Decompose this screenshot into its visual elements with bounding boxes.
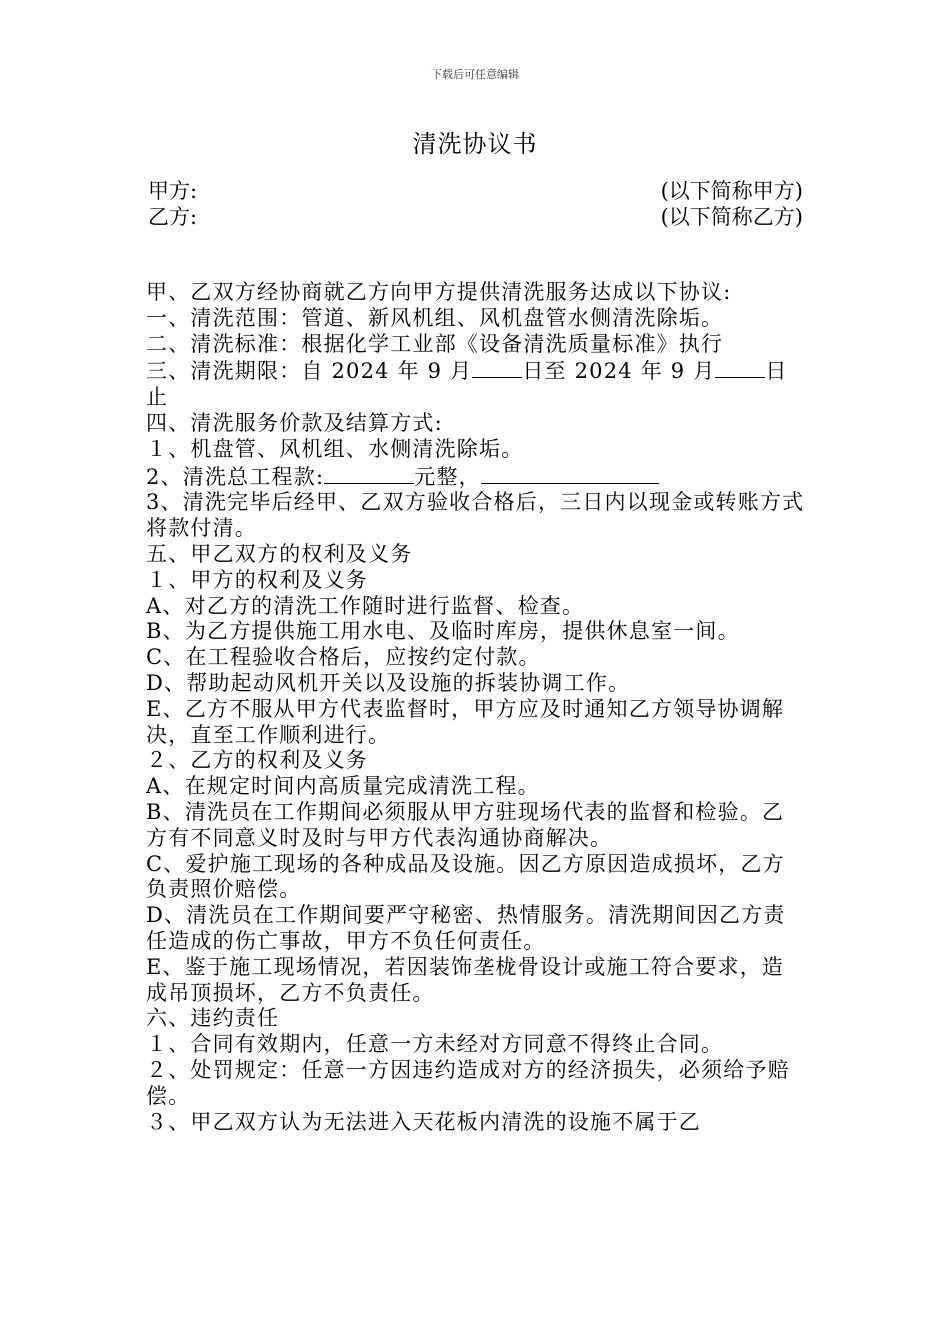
- payment-amount-label: 2、清洗总工程款:: [146, 464, 325, 489]
- period-text-start: 三、清洗期限：自 2024 年 9 月: [146, 359, 473, 384]
- party-a-right-item: B、为乙方提供施工用水电、及临时库房，提供休息室一间。: [146, 619, 740, 644]
- party-a-right-item: E、乙方不服从甲方代表监督时，甲方应及时通知乙方领导协调解决，直至工作顺利进行。: [146, 696, 785, 747]
- party-b-right-item: D、清洗员在工作期间要严守秘密、热情服务。清洗期间因乙方责任造成的伤亡事故，甲方不负任何责任。: [146, 903, 786, 953]
- party-a-right-item: C、在工程验收合格后，应按约定付款。: [146, 645, 541, 670]
- header-note: 下载后可任意编辑: [431, 68, 519, 81]
- period-text-mid: 日至 2024 年 9 月: [522, 359, 716, 384]
- party-a-label: 甲方:: [148, 179, 198, 203]
- section-rights-heading: 五、甲乙双方的权利及义务: [146, 541, 413, 566]
- period-text-end: 日止: [146, 359, 788, 410]
- payment-item-3: 3、清洗完毕后经甲、乙双方验收合格后，三日内以现金或转账方式将款付清。: [146, 490, 805, 541]
- amount-blank[interactable]: [324, 463, 414, 484]
- document-title: 清洗协议书: [412, 130, 538, 158]
- start-day-blank[interactable]: [472, 357, 522, 378]
- party-b-line: [148, 204, 803, 230]
- payment-amount-unit: 元整，: [414, 464, 481, 489]
- party-b-right-item: A、在规定时间内高质量完成清洗工程。: [146, 774, 540, 799]
- amount-words-blank[interactable]: [481, 463, 659, 484]
- party-a-line: [148, 178, 803, 204]
- payment-item-2: [146, 463, 806, 491]
- intro-paragraph: 甲、乙双方经协商就乙方向甲方提供清洗服务达成以下协议:: [146, 280, 732, 304]
- party-b-right-item: B、清洗员在工作期间必须服从甲方驻现场代表的监督和检验。乙方有不同意义时及时与甲方代表沟通协商解决。: [146, 799, 785, 850]
- liability-item: １、合同有效期内，任意一方未经对方同意不得终止合同。: [146, 1032, 724, 1057]
- party-a-rights-heading: １、甲方的权利及义务: [146, 567, 368, 592]
- liability-item: ３、甲乙双方认为无法进入天花板内清洗的设施不属于乙: [146, 1109, 701, 1134]
- section-period: [146, 357, 806, 411]
- liability-item: ２、处罚规定：任意一方因违约造成对方的经济损失，必须给予赔偿。: [146, 1057, 790, 1108]
- agreement-body: [146, 280, 806, 1135]
- payment-item-1: １、机盘管、风机组、水侧清洗除垢。: [146, 436, 524, 461]
- party-b-right-item: E、鉴于施工现场情况，若因装饰垄栊骨设计或施工符合要求，造成吊顶损坏，乙方不负责任。: [146, 954, 785, 1005]
- section-scope: 一、清洗范围：管道、新风机组、风机盘管水侧清洗除垢。: [146, 305, 724, 330]
- party-b-label: 乙方:: [148, 205, 198, 229]
- section-standard: 二、清洗标准：根据化学工业部《设备清洗质量标准》执行: [146, 331, 724, 356]
- section-liability-heading: 六、违约责任: [146, 1006, 280, 1031]
- party-b-rights-heading: ２、乙方的权利及义务: [146, 748, 368, 773]
- party-a-right-item: D、帮助起动风机开关以及设施的拆装协调工作。: [146, 670, 631, 695]
- party-b-note: (以下简称乙方): [660, 205, 803, 229]
- end-day-blank[interactable]: [715, 357, 765, 378]
- section-payment-heading: 四、清洗服务价款及结算方式:: [146, 410, 443, 435]
- party-b-right-item: C、爱护施工现场的各种成品及设施。因乙方原因造成损坏，乙方负责照价赔偿。: [146, 851, 785, 902]
- party-a-right-item: A、对乙方的清洗工作随时进行监督、检查。: [146, 593, 585, 618]
- party-a-note: (以下简称甲方): [660, 179, 803, 203]
